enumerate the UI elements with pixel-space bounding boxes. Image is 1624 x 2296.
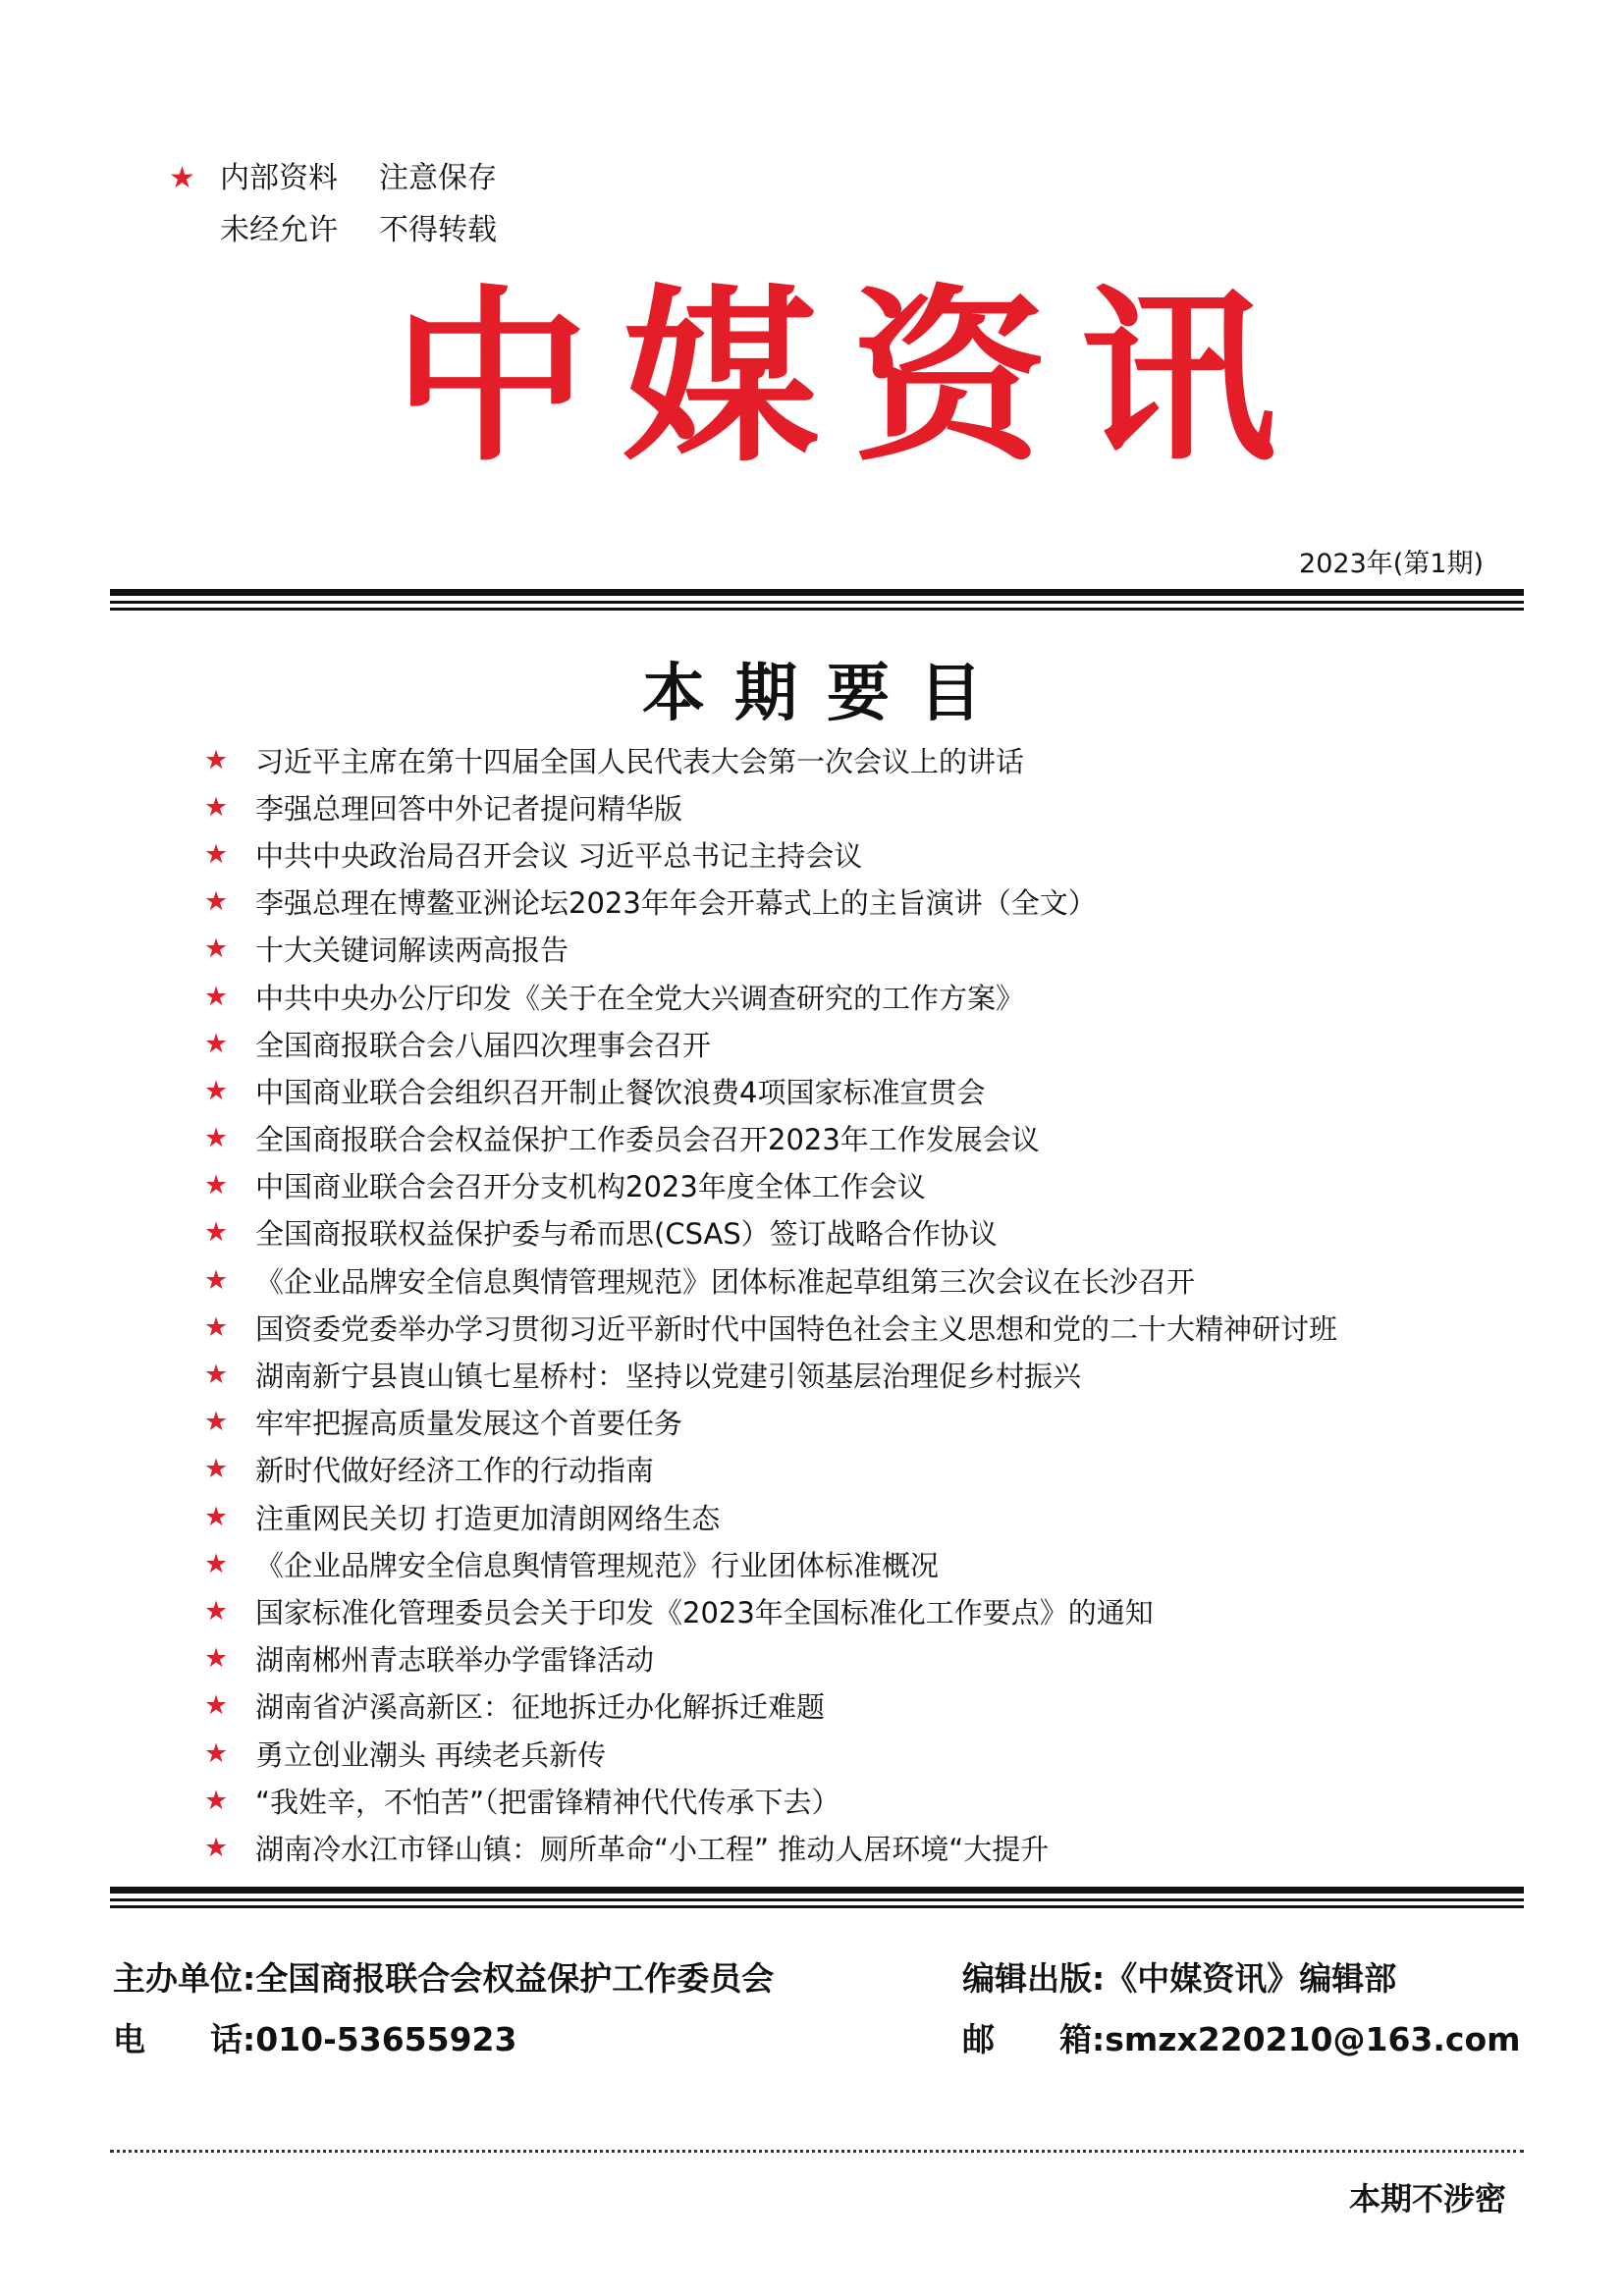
star-icon: ★: [204, 1548, 229, 1579]
star-icon: ★: [204, 1454, 229, 1485]
toc-item-text: 中共中央政治局召开会议 习近平总书记主持会议: [255, 838, 863, 873]
phone-label: 电 话:: [113, 2020, 256, 2058]
toc-item-text: 湖南新宁县崀山镇七星桥村：坚持以党建引领基层治理促乡村振兴: [255, 1360, 1082, 1394]
toc-item-text: 全国商报联合会权益保护工作委员会召开2023年工作发展会议: [255, 1123, 1040, 1157]
star-icon: ★: [204, 838, 229, 870]
email-label: 邮 箱:: [962, 2020, 1106, 2058]
star-icon: ★: [204, 1407, 229, 1438]
host-label: 主办单位:: [113, 1959, 256, 1998]
star-icon: ★: [204, 1028, 229, 1059]
toc-item-text: 习近平主席在第十四届全国人民代表大会第一次会议上的讲话: [255, 744, 1025, 778]
toc-item-text: 中国商业联合会召开分支机构2023年度全体工作会议: [255, 1170, 926, 1204]
host-value: 全国商报联合会权益保护工作委员会: [255, 1959, 775, 1998]
masthead-char: 讯: [1079, 267, 1276, 488]
toc-item: [204, 926, 1337, 973]
toc-item: [204, 783, 1337, 830]
toc-item-text: 牢牢把握高质量发展这个首要任务: [255, 1407, 683, 1441]
toc-item: [204, 736, 1337, 783]
toc-item: [204, 1730, 1337, 1777]
toc-item-text: 《企业品牌安全信息舆情管理规范》团体标准起草组第三次会议在长沙召开: [255, 1264, 1196, 1299]
notice-text: 不得转载: [379, 213, 497, 247]
toc-item: [204, 1162, 1337, 1209]
toc-item: [204, 1777, 1337, 1824]
email-value: smzx220210@163.com: [1105, 2020, 1521, 2058]
editor-row: [962, 1949, 1521, 2009]
toc-item-text: “我姓辛，不怕苦”（把雷锋精神代代传承下去）: [255, 1785, 840, 1819]
toc-item-text: 中共中央办公厅印发《关于在全党大兴调查研究的工作方案》: [255, 981, 1025, 1015]
editor-value: 《中媒资讯》编辑部: [1105, 1959, 1397, 1998]
star-icon: ★: [204, 744, 229, 775]
toc-item: [204, 1446, 1337, 1493]
star-icon: ★: [204, 1737, 229, 1769]
masthead-title: [393, 267, 1276, 488]
notice-text: 注意保存: [379, 161, 497, 195]
star-icon: ★: [204, 886, 229, 918]
toc-item-text: 十大关键词解读两高报告: [255, 934, 569, 968]
toc-item: [204, 1399, 1337, 1446]
notice-text: 未经允许: [220, 213, 338, 247]
toc-item-text: 李强总理在博鳌亚洲论坛2023年年会开幕式上的主旨演讲（全文）: [255, 886, 1097, 921]
star-icon: ★: [204, 934, 229, 965]
bottom-divider: [110, 1887, 1524, 1908]
toc-item: [204, 830, 1337, 878]
toc-item: [204, 1493, 1337, 1540]
star-icon: ★: [204, 791, 229, 823]
dotted-divider: [110, 2150, 1524, 2153]
host-row: [113, 1949, 774, 2009]
notice-line-1: [169, 152, 497, 204]
info-left-column: [113, 1949, 774, 2070]
toc-item-text: 李强总理回答中外记者提问精华版: [255, 791, 683, 826]
classification-note: 本期不涉密: [1348, 2180, 1506, 2217]
toc-item-text: 中国商业联合会组织召开制止餐饮浪费4项国家标准宣贯会: [255, 1075, 986, 1109]
toc-item: [204, 1351, 1337, 1398]
toc-item: [204, 1587, 1337, 1634]
toc-item: [204, 1067, 1337, 1114]
toc-item-text: 国家标准化管理委员会关于印发《2023年全国标准化工作要点》的通知: [255, 1595, 1154, 1629]
star-icon: ★: [204, 1643, 229, 1675]
star-icon: ★: [204, 1217, 229, 1249]
toc-item-text: 全国商报联权益保护委与希而思(CSAS）签订战略合作协议: [255, 1217, 998, 1252]
toc-item-text: 《企业品牌安全信息舆情管理规范》行业团体标准概况: [255, 1548, 940, 1582]
toc-item-text: 勇立创业潮头 再续老兵新传: [255, 1737, 607, 1772]
star-icon: ★: [204, 1311, 229, 1343]
info-right-column: [962, 1949, 1521, 2070]
toc-item: [204, 1304, 1337, 1351]
star-icon: ★: [204, 1832, 229, 1863]
star-icon: ★: [204, 1785, 229, 1816]
toc-item: [204, 1020, 1337, 1067]
toc-item: [204, 879, 1337, 926]
toc-item-text: 湖南省泸溪高新区：征地拆迁办化解拆迁难题: [255, 1690, 826, 1725]
toc-list: [204, 736, 1337, 1872]
star-icon: ★: [204, 1501, 229, 1532]
toc-item-text: 国资委党委举办学习贯彻习近平新时代中国特色社会主义思想和党的二十大精神研讨班: [255, 1311, 1338, 1346]
top-divider: [110, 589, 1524, 611]
star-icon: ★: [204, 1595, 229, 1627]
star-icon: ★: [204, 1075, 229, 1106]
toc-heading: 本期要目: [642, 658, 1011, 730]
toc-item: [204, 1635, 1337, 1682]
star-icon: ★: [204, 1170, 229, 1201]
phone-row: [113, 2009, 774, 2070]
star-icon: ★: [204, 1690, 229, 1722]
toc-item: [204, 1115, 1337, 1162]
masthead-char: 资: [850, 267, 1048, 488]
toc-item: [204, 1682, 1337, 1730]
toc-item: [204, 1209, 1337, 1256]
issue-number: 2023年(第1期): [1299, 549, 1484, 579]
toc-item-text: 新时代做好经济工作的行动指南: [255, 1454, 655, 1488]
star-icon: ★: [169, 161, 195, 195]
toc-item: [204, 973, 1337, 1020]
star-icon: ★: [204, 1123, 229, 1154]
star-icon: ★: [204, 1360, 229, 1391]
email-row: [962, 2009, 1521, 2070]
toc-item: [204, 1540, 1337, 1587]
toc-item: [204, 1824, 1337, 1871]
star-icon: ★: [204, 981, 229, 1012]
toc-item-text: 注重网民关切 打造更加清朗网络生态: [255, 1501, 721, 1535]
notice-line-2: [169, 204, 497, 256]
notice-block: [169, 152, 497, 256]
masthead-char: 中: [393, 267, 590, 488]
star-icon: ★: [204, 1264, 229, 1296]
toc-item-text: 湖南郴州青志联举办学雷锋活动: [255, 1643, 655, 1678]
notice-text: 内部资料: [220, 161, 338, 195]
phone-value: 010-53655923: [255, 2020, 517, 2058]
toc-item: [204, 1256, 1337, 1304]
toc-item-text: 全国商报联合会八届四次理事会召开: [255, 1028, 712, 1062]
editor-label: 编辑出版:: [962, 1959, 1106, 1998]
masthead-char: 媒: [622, 267, 819, 488]
toc-item-text: 湖南冷水江市铎山镇：厕所革命“小工程” 推动人居环境“大提升: [255, 1832, 1050, 1866]
